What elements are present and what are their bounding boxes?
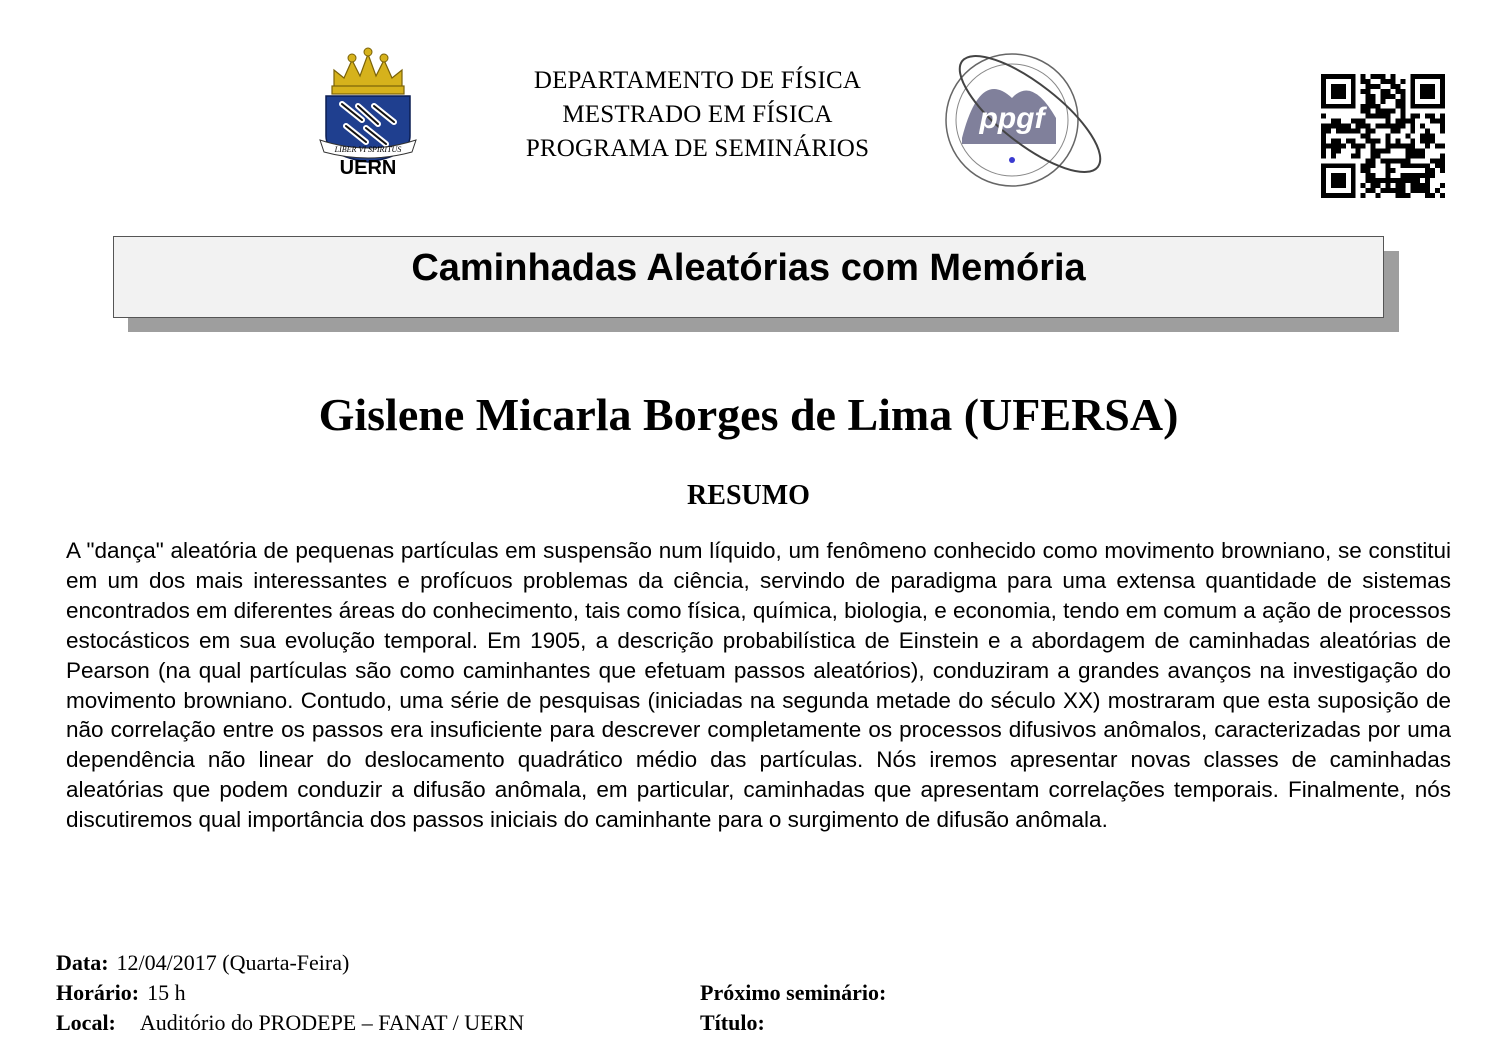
next-seminar-label-text: Próximo seminário: — [700, 980, 887, 1005]
abstract-heading: RESUMO — [687, 480, 810, 511]
svg-text:ppgf: ppgf — [979, 102, 1045, 135]
place-label: Local: — [56, 1010, 116, 1035]
time-value: 15 h — [147, 980, 186, 1005]
header-line-program: MESTRADO EM FÍSICA — [562, 101, 833, 128]
seminar-title: Caminhadas Aleatórias com Memória — [411, 247, 1086, 289]
date-label: Data: — [56, 950, 109, 975]
time-line — [56, 978, 186, 1008]
uern-logo — [312, 44, 424, 178]
date-value: 12/04/2017 (Quarta-Feira) — [116, 950, 350, 975]
qr-code — [1320, 74, 1446, 198]
place-value: Auditório do PRODEPE – FANAT / UERN — [139, 1010, 525, 1035]
institution-header — [470, 64, 925, 166]
time-label: Horário: — [56, 980, 140, 1005]
abstract-text: A "dança" aleatória de pequenas partículas em suspensão num líquido, um fenômeno conhecido como movimento browniano, se constitui em um dos mais interessantes e profícuos problemas da ciência, servindo de paradigma para uma extensa quantidade de sistemas encontrados em diferentes áreas do conhecimento, tais como física, química, biologia, e economia, tendo em comum a ação de processos estocásticos em sua evolução temporal. Em 1905, a descrição probabilística de Einstein e a abordagem de caminhadas aleatórias de Pearson (na qual partículas são como caminhantes que efetuam passos aleatórios), conduziram a grandes avanços na investigação do movimento browniano. Contudo, uma série de pesquisas (iniciadas na segunda metade do século XX) mostraram que esta suposição de não correlação entre os passos era insuficiente para descrever completamente os processos difusivos anômalos, caracterizadas por uma dependência não linear do deslocamento quadrático médio das partículas. Nós iremos apresentar novas classes de caminhadas aleatórias que podem conduzir a difusão anômala, em particular, caminhadas que apresentam correlações temporais. Finalmente, nós discutiremos qual importância dos passos iniciais do caminhante para o surgimento de difusão anômala. — [66, 538, 1451, 833]
date-line — [56, 948, 349, 978]
next-title-label-text: Título: — [700, 1010, 765, 1035]
svg-text:UERN: UERN — [339, 157, 397, 178]
header-line-seminars: PROGRAMA DE SEMINÁRIOS — [525, 135, 870, 162]
speaker-name: Gislene Micarla Borges de Lima (UFERSA) — [318, 389, 1179, 440]
header-line-department: DEPARTAMENTO DE FÍSICA — [533, 67, 862, 94]
next-seminar-label — [700, 978, 886, 1008]
title-box — [113, 236, 1384, 318]
place-line — [56, 1008, 524, 1038]
next-title-label — [700, 1008, 765, 1038]
ppgf-logo — [928, 48, 1118, 194]
svg-text:LIBER VI SPIRITUS: LIBER VI SPIRITUS — [334, 145, 402, 154]
